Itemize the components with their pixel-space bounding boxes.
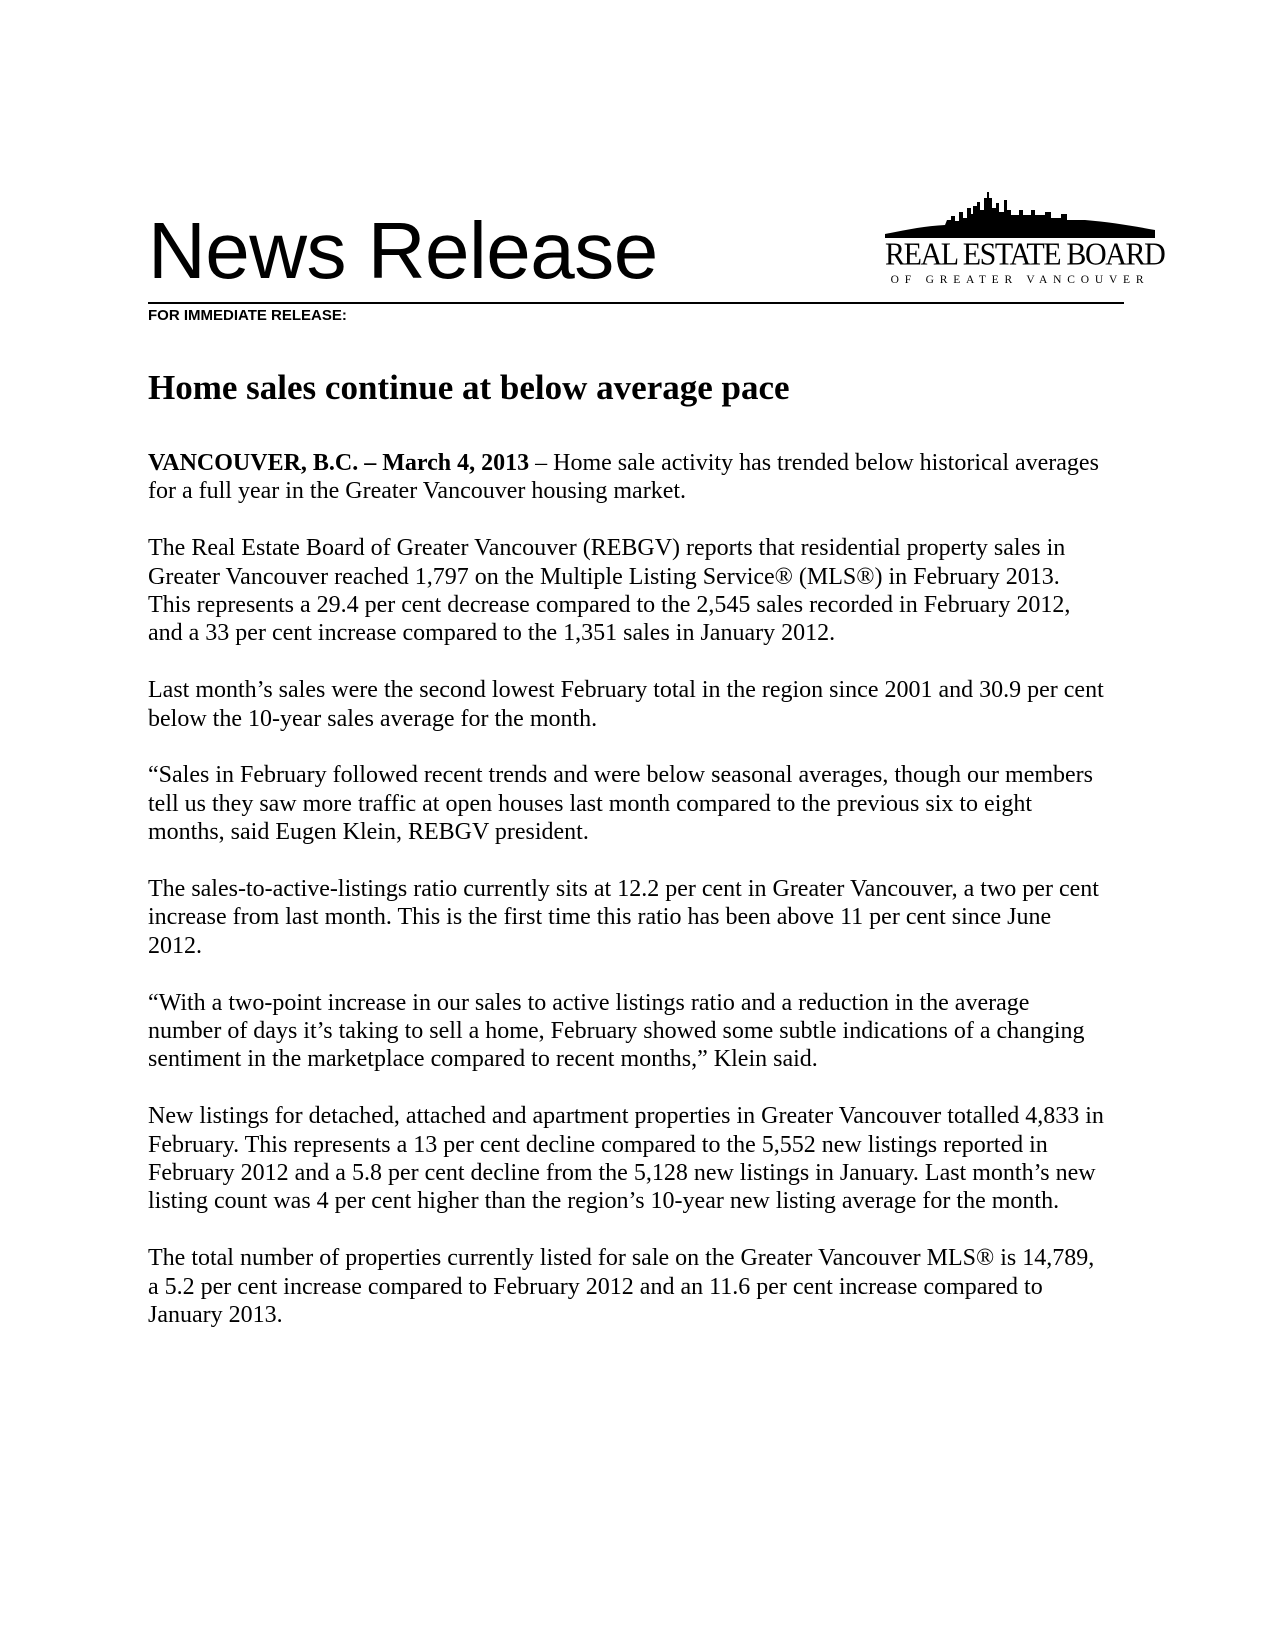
logo-subtitle: OF GREATER VANCOUVER: [890, 274, 1150, 286]
paragraph: The sales-to-active-listings ratio currently sits at 12.2 per cent in Greater Vancouver, a two per cent increase from last month. This is the first time this ratio has been above 11 per cent since June 2012.: [148, 876, 1099, 959]
paragraph: [148, 449, 1108, 506]
paragraph: The total number of properties currently listed for sale on the Greater Vancouver MLS® is 14,789, a 5.2 per cent increase compared to February 2012 and an 11.6 per cent increase compared to January 2013.: [148, 1245, 1095, 1329]
dateline: VANCOUVER, B.C. – March 4, 2013: [148, 450, 530, 476]
paragraph: “With a two-point increase in our sales to active listings ratio and a reduction in the average number of days it’s taking to sell a home, February showed some subtle indications of a changing sentiment in the marketplace compared to recent months,” Klein said.: [148, 989, 1085, 1073]
paragraph: The Real Estate Board of Greater Vancouver (REBGV) reports that residential property sales in Greater Vancouver reached 1,797 on the Multiple Listing Service® (MLS®) in February 2013. This represents a 29.4 per cent decrease compared to the 2,545 sales recorded in February 2012, and a 33 per cent increase compared to the 1,351 sales in January 2012.: [148, 535, 1071, 647]
article-body: [148, 449, 1108, 1358]
paragraph: Last month’s sales were the second lowest February total in the region since 2001 and 30.9 per cent below the 10-year sales average for the month.: [148, 677, 1104, 732]
page-title: News Release: [148, 206, 658, 295]
logo-name: REAL ESTATE BOARD: [885, 237, 1165, 272]
organization-logo: [885, 188, 1165, 288]
paragraph-text: – Home sale activity has trended below historical averages for a full year in the Greater Vancouver housing market.: [148, 450, 1099, 505]
release-label: FOR IMMEDIATE RELEASE:: [148, 307, 347, 324]
city-skyline-icon: [885, 188, 1155, 240]
header-rule: [148, 302, 1124, 304]
paragraph: New listings for detached, attached and apartment properties in Greater Vancouver totalled 4,833 in February. This represents a 13 per cent decline compared to the 5,552 new listings reported in February 2012 and a 5.8 per cent decline from the 5,128 new listings in January. Last month’s new listing count was 4 per cent higher than the region’s 10-year new listing average for the month.: [148, 1103, 1104, 1215]
headline: Home sales continue at below average pace: [148, 368, 790, 407]
paragraph: “Sales in February followed recent trends and were below seasonal averages, though our members tell us they saw more traffic at open houses last month compared to the previous six to eight months, said Eugen Klein, REBGV president.: [148, 762, 1094, 846]
